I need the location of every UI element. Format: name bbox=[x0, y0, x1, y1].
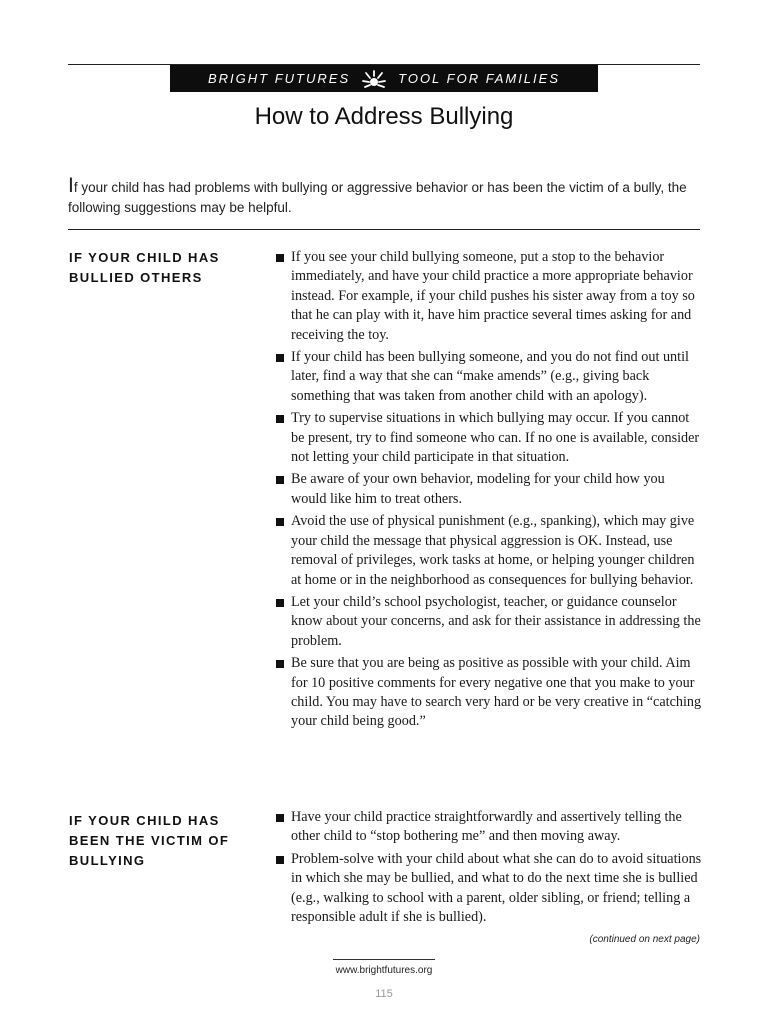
list-item: If your child has been bullying someone, and you do not find out until later, find a way that she can “make amends” (e.g., giving back something that was taken from another child with an apology). bbox=[275, 348, 703, 406]
bullet-square-icon bbox=[276, 254, 284, 262]
page-number: 115 bbox=[375, 988, 393, 1000]
intro-paragraph bbox=[68, 176, 700, 218]
list-item: Be aware of your own behavior, modeling for your child how you would like him to treat others. bbox=[275, 470, 703, 509]
section-divider bbox=[68, 229, 700, 230]
bullet-square-icon bbox=[276, 660, 284, 668]
list-item: Try to supervise situations in which bullying may occur. If you cannot be present, try to find someone who can. If no one is available, consider not letting your child participate in that situation. bbox=[275, 409, 703, 467]
brand-right: TOOL FOR FAMILIES bbox=[398, 71, 560, 86]
section-heading-victim: IF YOUR CHILD HAS BEEN THE VICTIM OF BULLYING bbox=[69, 813, 230, 868]
footer-url[interactable]: www.brightfutures.org bbox=[335, 965, 433, 976]
footer-rule bbox=[333, 959, 435, 960]
page-title: How to Address Bullying bbox=[254, 103, 514, 130]
list-item: Avoid the use of physical punishment (e.g., spanking), which may give your child the message that physical aggression is OK. Instead, use removal of privileges, work tasks at home, or helping younger children at home or in the neighborhood as consequences for bullying behavior. bbox=[275, 512, 703, 590]
bullet-list-victim bbox=[275, 808, 703, 930]
bullet-square-icon bbox=[276, 415, 284, 423]
bullet-square-icon bbox=[276, 599, 284, 607]
brand-left: BRIGHT FUTURES bbox=[208, 71, 351, 86]
list-item: Problem-solve with your child about what she can do to avoid situations in which she may be bullied, and what to do the next time she is bullied (e.g., walking to school with a parent, older sibling, or friend; telling a responsible adult if she is bullied). bbox=[275, 850, 703, 928]
list-item: Be sure that you are being as positive as possible with your child. Aim for 10 positive comments for every negative one that you make to your child. You may have to search very hard or be very creative in “catching your child being good.” bbox=[275, 654, 703, 732]
list-item: Let your child’s school psychologist, teacher, or guidance counselor know about your concerns, and ask for their assistance in addressing the problem. bbox=[275, 593, 703, 651]
continued-note: (continued on next page) bbox=[589, 934, 700, 945]
bullet-square-icon bbox=[276, 856, 284, 864]
bullet-square-icon bbox=[276, 518, 284, 526]
list-item: If you see your child bullying someone, put a stop to the behavior immediately, and have your child practice a more appropriate behavior instead. For example, if your child pushes his sister away from a toy so that he can play with it, have him practice several times asking for and receiving the toy. bbox=[275, 248, 703, 345]
list-item: Have your child practice straightforwardly and assertively telling the other child to “stop bothering me” and then moving away. bbox=[275, 808, 703, 847]
section-heading-bullied-others: IF YOUR CHILD HAS BULLIED OTHERS bbox=[69, 250, 220, 285]
bullet-square-icon bbox=[276, 476, 284, 484]
bullet-square-icon bbox=[276, 814, 284, 822]
sun-icon bbox=[360, 70, 388, 88]
header-banner bbox=[170, 65, 598, 92]
intro-text: f your child has had problems with bullying or aggressive behavior or has been the victim of a bully, the following suggestions may be helpful. bbox=[68, 180, 687, 215]
bullet-list-bullied-others bbox=[275, 248, 703, 735]
bullet-square-icon bbox=[276, 354, 284, 362]
intro-dropcap: I bbox=[68, 174, 74, 197]
